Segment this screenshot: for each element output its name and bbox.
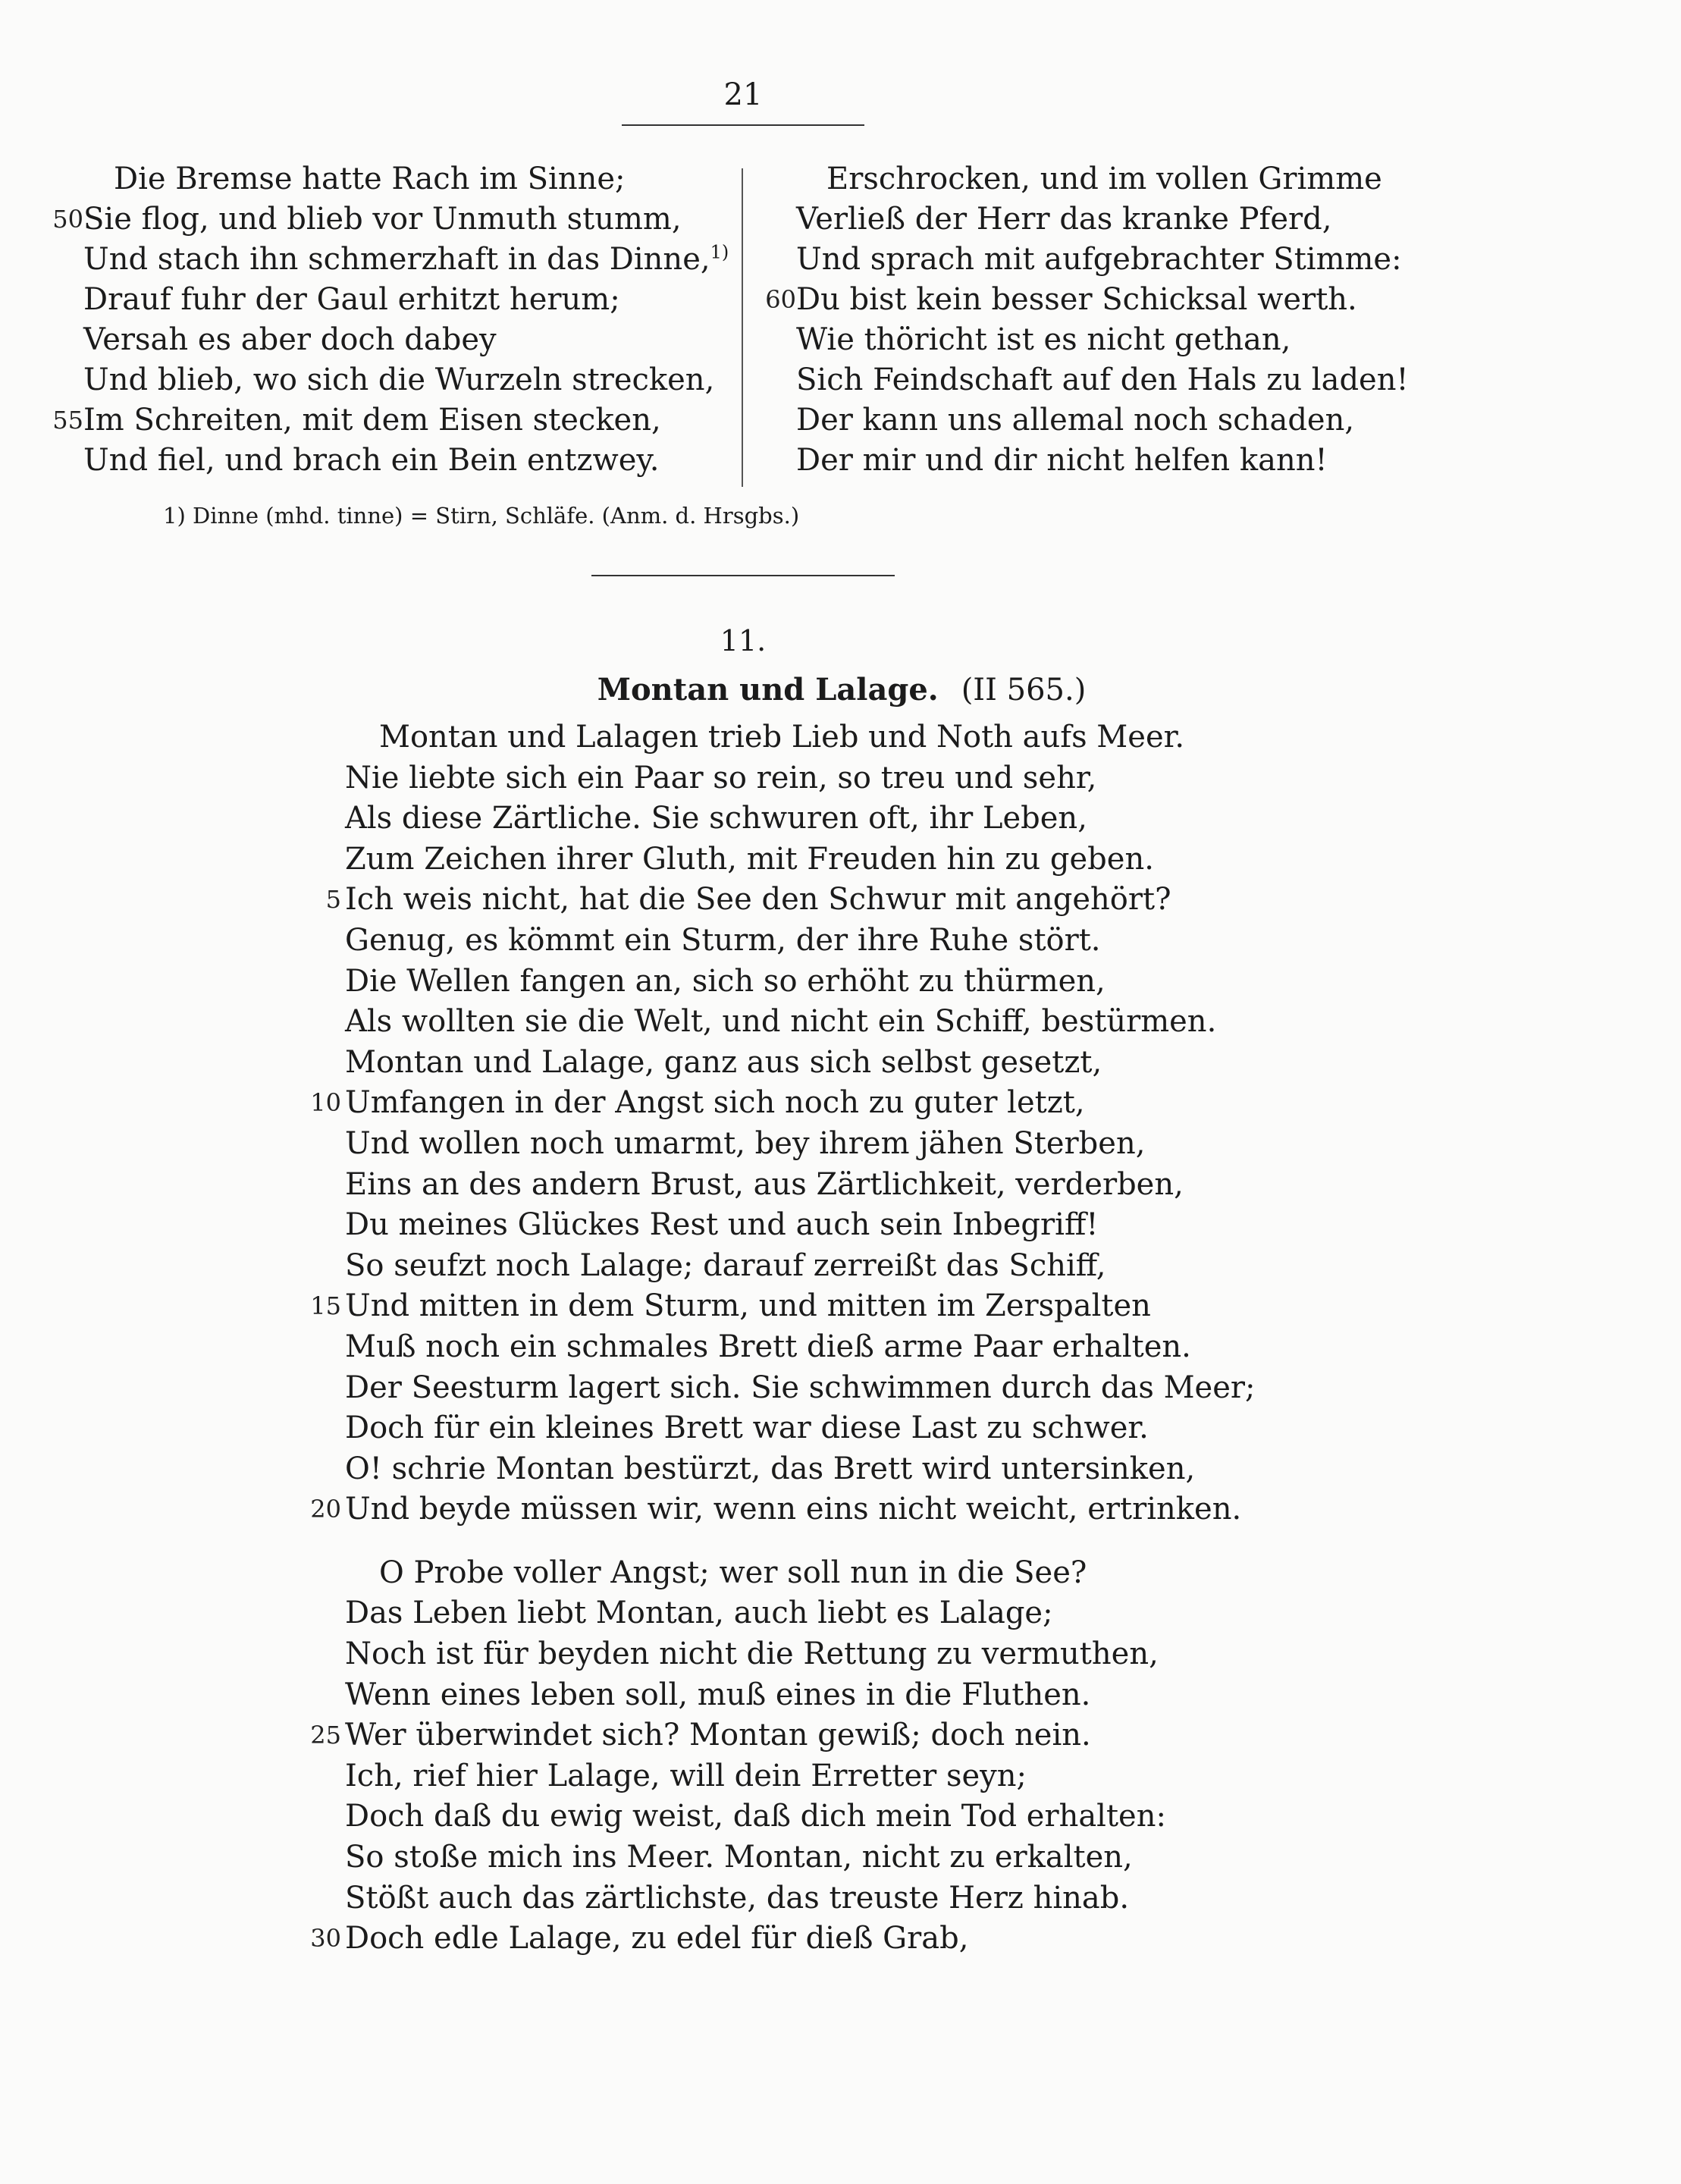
verse-text-content: Die Bremse hatte Rach im Sinne; <box>114 162 626 196</box>
verse-line <box>30 199 728 240</box>
section-rule <box>591 575 895 576</box>
verse-line <box>743 199 1395 240</box>
verse-line <box>288 1165 1274 1206</box>
verse-text <box>345 1489 1241 1530</box>
line-number: 5 <box>325 885 341 915</box>
verse-line <box>288 1408 1274 1449</box>
verse-line <box>288 1124 1274 1165</box>
verse-text <box>796 320 1291 360</box>
footnote-marker: 1) <box>710 241 729 263</box>
verse-line <box>288 1489 1274 1530</box>
verse-text-content: Als diese Zärtliche. Sie schwuren oft, ihr Leben, <box>345 801 1087 836</box>
verse-line <box>288 717 1274 758</box>
verse-line <box>288 1756 1274 1797</box>
verse-text-content: Versah es aber doch dabey <box>83 322 497 357</box>
verse-text <box>83 360 714 400</box>
header-rule <box>622 124 864 126</box>
verse-text <box>345 880 1171 921</box>
verse-text <box>345 1878 1129 1919</box>
verse-line <box>30 280 728 320</box>
verse-text-content: Sich Feindschaft auf den Hals zu laden! <box>796 362 1409 397</box>
verse-line <box>288 1715 1274 1756</box>
verse-text-content: Und beyde müssen wir, wenn eins nicht weicht, ertrinken. <box>345 1492 1242 1527</box>
verse-line <box>743 240 1402 280</box>
poem-title: Montan und Lalage. <box>597 672 939 708</box>
verse-text <box>345 1715 1091 1756</box>
verse-text-content: O Probe voller Angst; wer soll nun in die See? <box>379 1555 1087 1590</box>
verse-line <box>288 1449 1274 1490</box>
verse-text <box>83 240 729 280</box>
poem-body <box>288 717 1274 1960</box>
verse-text <box>345 1408 1149 1449</box>
verse-text-content: O! schrie Montan bestürzt, das Brett wird untersinken, <box>345 1451 1196 1486</box>
verse-text <box>345 962 1106 1003</box>
verse-line <box>743 441 1395 481</box>
verse-text <box>345 839 1154 880</box>
verse-text-content: Wer überwindet sich? Montan gewiß; doch nein. <box>345 1718 1091 1753</box>
stanza-gap <box>288 1530 1274 1553</box>
verse-text <box>345 1756 1027 1797</box>
verse-line <box>288 1205 1274 1246</box>
verse-line <box>288 799 1274 839</box>
verse-text <box>345 1246 1106 1287</box>
verse-text-content: Und stach ihn schmerzhaft in das Dinne, <box>83 242 710 277</box>
verse-text-content: Im Schreiten, mit dem Eisen stecken, <box>83 403 661 438</box>
line-number: 20 <box>310 1495 341 1524</box>
verse-text <box>345 1796 1166 1837</box>
verse-text <box>345 1002 1216 1043</box>
verse-text <box>83 320 497 360</box>
verse-text <box>83 441 659 481</box>
verse-line <box>288 921 1274 962</box>
verse-text <box>345 1327 1191 1368</box>
verse-line <box>288 1002 1274 1043</box>
verse-text-content: Du meines Glückes Rest und auch sein Inbegriff! <box>345 1207 1099 1243</box>
verse-text <box>345 1165 1184 1206</box>
verse-line <box>743 400 1395 441</box>
verse-text-content: Und wollen noch umarmt, bey ihrem jähen Sterben, <box>345 1125 1146 1161</box>
verse-text-content: Der mir und dir nicht helfen kann! <box>796 443 1328 478</box>
verse-text-content: Du bist kein besser Schicksal werth. <box>796 282 1357 317</box>
poem-number: 11. <box>720 624 767 657</box>
verse-text-content: Zum Zeichen ihrer Gluth, mit Freuden hin zu geben. <box>345 841 1154 877</box>
line-number: 60 <box>765 285 796 314</box>
verse-line <box>30 159 728 199</box>
verse-line <box>288 1878 1274 1919</box>
verse-line <box>288 1246 1274 1287</box>
verse-text-content: Und mitten in dem Sturm, und mitten im Zerspalten <box>345 1288 1151 1324</box>
verse-text-content: Doch für ein kleines Brett war diese Last zu schwer. <box>345 1410 1149 1446</box>
verse-text-content: Eins an des andern Brust, aus Zärtlichkeit, verderben, <box>345 1166 1184 1202</box>
verse-line <box>288 1593 1274 1634</box>
verse-line <box>288 1837 1274 1878</box>
verse-line <box>288 1043 1274 1084</box>
verse-text-content: Und fiel, und brach ein Bein entzwey. <box>83 443 660 478</box>
verse-line <box>288 962 1274 1003</box>
verse-text <box>826 159 1382 199</box>
verse-text <box>345 799 1087 839</box>
poem-heading <box>455 667 1228 713</box>
verse-text <box>379 717 1184 758</box>
verse-line <box>743 360 1409 400</box>
verse-text <box>345 1368 1255 1409</box>
verse-text-content: Muß noch ein schmales Brett dieß arme Paar erhalten. <box>345 1329 1191 1364</box>
verse-line <box>30 240 728 280</box>
verse-line <box>743 280 1395 320</box>
verse-line <box>288 1083 1274 1124</box>
verse-line <box>743 159 1395 199</box>
verse-text <box>345 1449 1195 1490</box>
line-number: 55 <box>52 406 83 435</box>
verse-text-content: Montan und Lalage, ganz aus sich selbst gesetzt, <box>345 1044 1102 1080</box>
verse-line <box>288 1796 1274 1837</box>
verse-text-content: Erschrocken, und im vollen Grimme <box>826 162 1382 196</box>
right-stanza <box>743 159 1409 481</box>
verse-text-content: Montan und Lalagen trieb Lieb und Noth aufs Meer. <box>379 720 1185 755</box>
footnote: 1) Dinne (mhd. tinne) = Stirn, Schläfe. (Anm. d. Hrsgbs.) <box>163 503 800 529</box>
verse-text-content: Sie flog, und blieb vor Unmuth stumm, <box>83 202 682 237</box>
verse-line <box>743 320 1395 360</box>
verse-text-content: Doch edle Lalage, zu edel für dieß Grab, <box>345 1921 969 1956</box>
verse-text <box>345 1124 1145 1165</box>
verse-text <box>345 1593 1053 1634</box>
verse-line <box>288 758 1274 799</box>
verse-text <box>345 1634 1159 1675</box>
verse-text-content: Verließ der Herr das kranke Pferd, <box>796 202 1332 237</box>
verse-text-content: Der Seesturm lagert sich. Sie schwimmen durch das Meer; <box>345 1370 1256 1405</box>
verse-text <box>796 199 1331 240</box>
verse-line <box>288 1553 1274 1594</box>
verse-text <box>345 1083 1085 1124</box>
verse-text <box>345 1837 1133 1878</box>
verse-text <box>379 1553 1087 1594</box>
verse-line <box>30 360 728 400</box>
verse-line <box>288 1919 1274 1960</box>
verse-text <box>114 159 626 199</box>
verse-text <box>345 1919 968 1960</box>
line-number: 50 <box>52 205 83 234</box>
verse-text-content: Umfangen in der Angst sich noch zu guter letzt, <box>345 1085 1085 1121</box>
verse-line <box>288 880 1274 921</box>
verse-line <box>30 320 728 360</box>
verse-text <box>345 921 1101 962</box>
verse-line <box>288 1327 1274 1368</box>
verse-line <box>30 400 728 441</box>
verse-text-content: Als wollten sie die Welt, und nicht ein Schiff, bestürmen. <box>345 1004 1217 1040</box>
verse-text-content: Wie thöricht ist es nicht gethan, <box>796 322 1291 357</box>
verse-line <box>288 1368 1274 1409</box>
verse-text-content: Wenn eines leben soll, muß eines in die Fluthen. <box>345 1677 1091 1712</box>
verse-text-content: Genug, es kömmt ein Sturm, der ihre Ruhe stört. <box>345 922 1101 958</box>
verse-text-content: So seufzt noch Lalage; darauf zerreißt das Schiff, <box>345 1247 1106 1283</box>
verse-text <box>796 240 1402 280</box>
verse-text-content: So stoße mich ins Meer. Montan, nicht zu erkalten, <box>345 1840 1133 1875</box>
line-number: 30 <box>310 1924 341 1953</box>
left-stanza <box>30 159 728 481</box>
verse-text-content: Noch ist für beyden nicht die Rettung zu vermuthen, <box>345 1636 1159 1672</box>
verse-text-content: Ich, rief hier Lalage, will dein Erretter seyn; <box>345 1758 1027 1793</box>
verse-text <box>796 400 1354 441</box>
poem-reference: (II 565.) <box>961 673 1087 708</box>
verse-text-content: Der kann uns allemal noch schaden, <box>796 403 1355 438</box>
verse-text-content: Drauf fuhr der Gaul erhitzt herum; <box>83 282 620 317</box>
page-number: 21 <box>723 77 763 112</box>
verse-text-content: Ich weis nicht, hat die See den Schwur mit angehört? <box>345 882 1171 918</box>
verse-text-content: Die Wellen fangen an, sich so erhöht zu thürmen, <box>345 963 1106 999</box>
verse-line <box>288 1634 1274 1675</box>
verse-text <box>345 1043 1102 1084</box>
verse-text <box>345 758 1096 799</box>
line-number: 15 <box>310 1291 341 1321</box>
verse-text-content: Stößt auch das zärtlichste, das treuste Herz hinab. <box>345 1880 1130 1916</box>
verse-text <box>83 199 682 240</box>
verse-text <box>796 280 1357 320</box>
verse-text-content: Und sprach mit aufgebrachter Stimme: <box>796 242 1402 277</box>
verse-line <box>288 1675 1274 1716</box>
verse-text <box>345 1286 1151 1327</box>
verse-text-content: Das Leben liebt Montan, auch liebt es Lalage; <box>345 1596 1053 1631</box>
verse-text-content: Und blieb, wo sich die Wurzeln strecken, <box>83 362 715 397</box>
verse-text-content: Nie liebte sich ein Paar so rein, so treu und sehr, <box>345 760 1097 795</box>
verse-line <box>288 839 1274 880</box>
verse-text <box>83 280 620 320</box>
verse-text <box>345 1205 1098 1246</box>
line-number: 25 <box>310 1721 341 1750</box>
verse-line <box>30 441 728 481</box>
verse-text <box>83 400 661 441</box>
verse-text <box>345 1675 1090 1716</box>
verse-text-content: Doch daß du ewig weist, daß dich mein Tod erhalten: <box>345 1799 1166 1834</box>
verse-text <box>796 441 1328 481</box>
verse-text <box>796 360 1409 400</box>
verse-line <box>288 1286 1274 1327</box>
line-number: 10 <box>310 1088 341 1118</box>
